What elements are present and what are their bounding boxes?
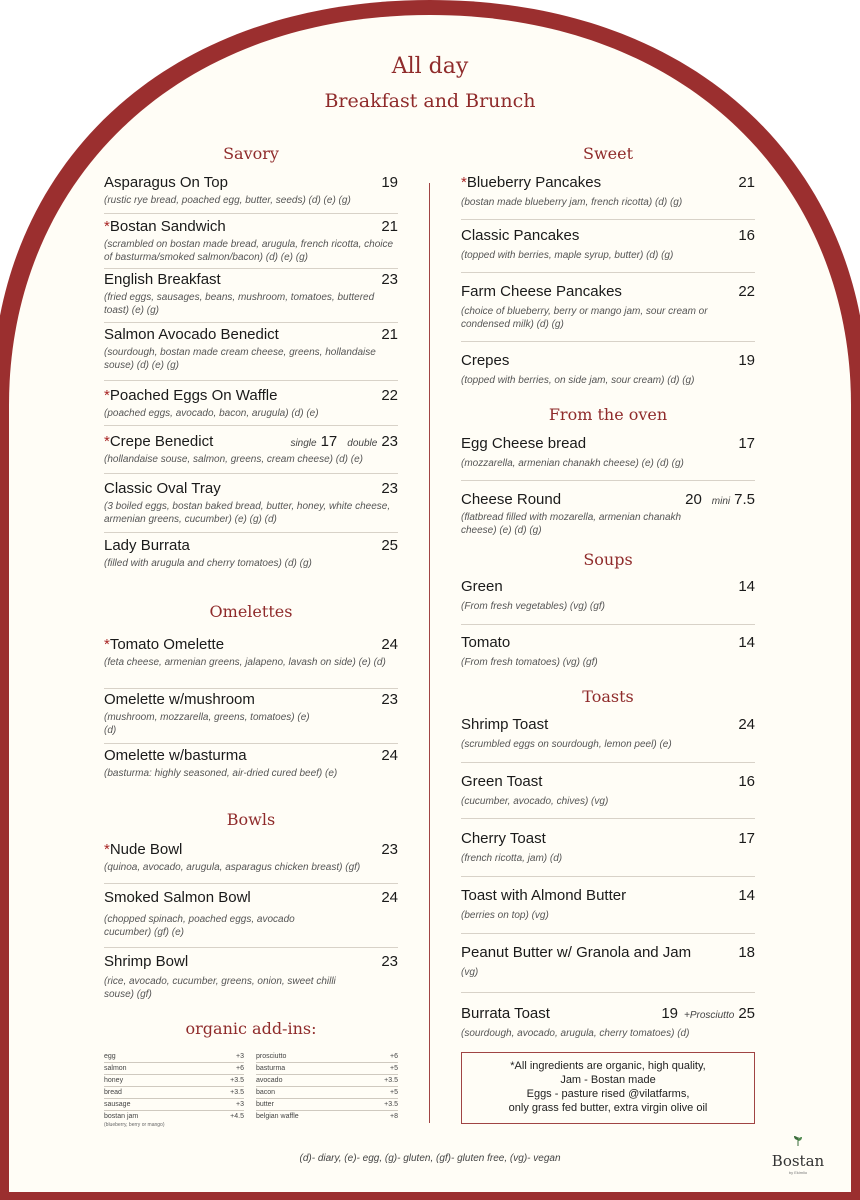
item-description: (feta cheese, armenian greens, jalapeno, lavash on side) (e) (d) bbox=[104, 657, 386, 668]
menu-item bbox=[104, 174, 398, 214]
item-name: Green bbox=[461, 578, 503, 595]
item-price: 20 bbox=[685, 491, 702, 508]
menu-item bbox=[461, 887, 755, 934]
menu-item bbox=[461, 716, 755, 763]
menu-item bbox=[461, 830, 755, 877]
addin-price: +6 bbox=[236, 1065, 244, 1072]
column-divider bbox=[429, 183, 430, 1123]
item-name: Blueberry Pancakes bbox=[466, 174, 602, 191]
menu-item bbox=[104, 953, 398, 1005]
section-title-soups: Soups bbox=[583, 550, 633, 569]
item-price: 21 bbox=[738, 174, 755, 191]
menu-item bbox=[461, 1005, 755, 1045]
extra-label-prosciutto: +Prosciutto bbox=[684, 1010, 735, 1021]
item-description: (hollandaise souse, salmon, greens, cream cheese) (d) (e) bbox=[104, 454, 364, 465]
addins-table-right bbox=[256, 1051, 398, 1122]
item-price: 21 bbox=[381, 218, 398, 235]
item-description: (scrambled on bostan made bread, arugula, french ricotta, choice of basturma/smoked salmon/bacon) (d) (e) (g) bbox=[104, 239, 394, 263]
item-price: 25 bbox=[381, 537, 398, 554]
item-name: Shrimp Toast bbox=[461, 716, 549, 733]
note-line: only grass fed butter, extra virgin olive oil bbox=[508, 1102, 708, 1114]
addin-name: sausage bbox=[104, 1101, 131, 1108]
addin-row bbox=[256, 1063, 398, 1075]
item-name: Asparagus On Top bbox=[104, 174, 228, 191]
item-description: (topped with berries, on side jam, sour cream) (d) (g) bbox=[461, 375, 695, 386]
addin-name: belgian waffle bbox=[256, 1113, 299, 1120]
item-name: Lady Burrata bbox=[104, 537, 190, 554]
menu-item bbox=[461, 174, 755, 220]
addin-name: butter bbox=[256, 1101, 274, 1108]
addin-price: +4.5 bbox=[230, 1113, 244, 1120]
item-price: 21 bbox=[381, 326, 398, 343]
addin-name: bread bbox=[104, 1089, 122, 1096]
item-description: (topped with berries, maple syrup, butter) (d) (g) bbox=[461, 250, 674, 261]
item-price: 14 bbox=[738, 578, 755, 595]
item-description: (fried eggs, sausages, beans, mushroom, tomatoes, buttered toast) (e) (g) bbox=[104, 292, 375, 316]
item-description: (flatbread filled with mozarella, armenian chanakh cheese) (e) (d) (g) bbox=[461, 512, 682, 536]
menu-item bbox=[461, 435, 755, 481]
section-title-savory: Savory bbox=[223, 144, 279, 163]
addin-price: +3.5 bbox=[384, 1101, 398, 1108]
addin-row bbox=[256, 1051, 398, 1063]
note-line: *All ingredients are organic, high quality, bbox=[510, 1060, 706, 1072]
addin-note: (blueberry, berry or mango) bbox=[104, 1122, 165, 1128]
addin-price: +6 bbox=[390, 1053, 398, 1060]
addin-row bbox=[104, 1075, 244, 1087]
menu-item bbox=[104, 889, 398, 948]
item-price: 14 bbox=[738, 634, 755, 651]
allergen-legend: (d)- diary, (e)- egg, (g)- gluten, (gf)- gluten free, (vg)- vegan bbox=[299, 1153, 561, 1164]
item-description: (rustic rye bread, poached egg, butter, seeds) (d) (e) (g) bbox=[104, 195, 351, 206]
ingredients-note-box bbox=[461, 1052, 755, 1124]
organic-star: * bbox=[461, 174, 467, 191]
addin-price: +5 bbox=[390, 1089, 398, 1096]
section-title-addins: organic add-ins: bbox=[185, 1019, 317, 1038]
item-description: (quinoa, avocado, arugula, asparagus chicken breast) (gf) bbox=[104, 862, 361, 873]
item-price: 23 bbox=[381, 691, 398, 708]
menu-item bbox=[104, 691, 398, 744]
addin-price: +3.5 bbox=[230, 1089, 244, 1096]
item-name: Cheese Round bbox=[461, 491, 562, 508]
item-price: 24 bbox=[381, 747, 398, 764]
organic-star: * bbox=[104, 387, 110, 404]
menu-item bbox=[461, 578, 755, 625]
menu-title: All day bbox=[391, 54, 469, 79]
brand-subtitle: by Ekimlio bbox=[788, 1170, 808, 1175]
addin-price: +8 bbox=[390, 1113, 398, 1120]
item-name: English Breakfast bbox=[104, 271, 221, 288]
menu-item bbox=[461, 283, 755, 342]
item-price: 23 bbox=[381, 841, 398, 858]
addin-row bbox=[104, 1051, 244, 1063]
item-name: Peanut Butter w/ Granola and Jam bbox=[461, 944, 692, 961]
item-description: (scrumbled eggs on sourdough, lemon peel) (e) bbox=[461, 739, 672, 750]
item-price: 24 bbox=[738, 716, 755, 733]
item-name: Salmon Avocado Benedict bbox=[104, 326, 279, 343]
note-line: Eggs - pasture rised @vilatfarms, bbox=[526, 1088, 690, 1100]
addin-row bbox=[104, 1111, 244, 1122]
item-description: (choice of blueberry, berry or mango jam, sour cream or condensed milk) (d) (g) bbox=[461, 306, 708, 330]
item-price-with-extra: 25 bbox=[738, 1005, 755, 1022]
item-price: 17 bbox=[738, 435, 755, 452]
addin-price: +5 bbox=[390, 1065, 398, 1072]
item-price: 23 bbox=[381, 271, 398, 288]
brand-logo bbox=[766, 1134, 830, 1175]
addin-price: +3.5 bbox=[384, 1077, 398, 1084]
item-price: 22 bbox=[381, 387, 398, 404]
item-name: Crepes bbox=[461, 352, 510, 369]
item-name: Tomato Omelette bbox=[109, 636, 225, 653]
item-name: Shrimp Bowl bbox=[104, 953, 189, 970]
addin-name: basturma bbox=[256, 1065, 286, 1072]
item-description: (basturma: highly seasoned, air-dried cured beef) (e) bbox=[104, 768, 338, 779]
menu-item bbox=[104, 636, 398, 689]
item-description: (cucumber, avocado, chives) (vg) bbox=[461, 796, 609, 807]
addin-row bbox=[256, 1099, 398, 1111]
organic-star: * bbox=[104, 218, 110, 235]
addin-name: honey bbox=[104, 1077, 124, 1084]
size-label-mini: mini bbox=[711, 496, 731, 507]
item-description: (poached eggs, avocado, bacon, arugula) (d) (e) bbox=[104, 408, 319, 419]
item-price: 19 bbox=[661, 1005, 678, 1022]
item-name: Nude Bowl bbox=[109, 841, 183, 858]
item-price: 19 bbox=[381, 174, 398, 191]
item-description: (sourdough, bostan made cream cheese, greens, hollandaise souse) (d) (e) (g) bbox=[104, 347, 376, 371]
menu-item bbox=[104, 747, 398, 797]
item-description: (mushroom, mozzarella, greens, tomatoes) (e) (d) bbox=[104, 712, 310, 736]
menu-item bbox=[104, 271, 398, 323]
menu-item bbox=[461, 773, 755, 819]
addin-row bbox=[104, 1099, 244, 1111]
organic-star: * bbox=[104, 636, 110, 653]
item-name: Smoked Salmon Bowl bbox=[104, 889, 251, 906]
organic-star: * bbox=[104, 433, 110, 450]
item-name: Bostan Sandwich bbox=[109, 218, 226, 235]
item-name: Cherry Toast bbox=[461, 830, 546, 847]
note-line: Jam - Bostan made bbox=[560, 1074, 656, 1086]
addin-name: salmon bbox=[104, 1065, 127, 1072]
leaf-icon bbox=[791, 1135, 805, 1147]
item-price: 14 bbox=[738, 887, 755, 904]
item-name: Egg Cheese bread bbox=[461, 435, 587, 452]
addin-row bbox=[256, 1111, 398, 1122]
menu-item bbox=[104, 387, 398, 426]
menu-item bbox=[461, 491, 755, 543]
item-name: Classic Pancakes bbox=[461, 227, 580, 244]
menu-item bbox=[461, 227, 755, 273]
item-description: (vg) bbox=[461, 967, 479, 978]
menu-item bbox=[104, 537, 398, 577]
addins-table-left bbox=[104, 1051, 244, 1128]
menu-item bbox=[461, 352, 755, 392]
organic-star: * bbox=[104, 841, 110, 858]
item-price: 19 bbox=[738, 352, 755, 369]
size-label-double: double bbox=[347, 438, 378, 449]
menu-item bbox=[104, 218, 398, 269]
menu-item bbox=[461, 944, 755, 993]
menu-item bbox=[461, 634, 755, 674]
addin-name: bostan jam bbox=[104, 1113, 139, 1120]
section-title-toasts: Toasts bbox=[582, 687, 634, 706]
menu-item bbox=[104, 433, 398, 474]
addin-name: bacon bbox=[256, 1089, 276, 1096]
item-name: Omelette w/basturma bbox=[104, 747, 247, 764]
menu-item bbox=[104, 480, 398, 533]
item-description: (bostan made blueberry jam, french ricotta) (d) (g) bbox=[461, 197, 683, 208]
addin-row bbox=[104, 1087, 244, 1099]
item-price: 24 bbox=[381, 636, 398, 653]
item-price: 16 bbox=[738, 227, 755, 244]
item-description: (rice, avocado, cucumber, greens, onion, sweet chilli souse) (gf) bbox=[104, 976, 336, 1000]
addin-name: egg bbox=[104, 1053, 116, 1060]
item-description: (french ricotta, jam) (d) bbox=[461, 853, 563, 864]
item-price: 18 bbox=[738, 944, 755, 961]
item-name: Omelette w/mushroom bbox=[104, 691, 255, 708]
item-description: (berries on top) (vg) bbox=[461, 910, 549, 921]
size-label-single: single bbox=[290, 438, 317, 449]
item-price: 23 bbox=[381, 953, 398, 970]
item-description: (filled with arugula and cherry tomatoes) (d) (g) bbox=[104, 558, 312, 569]
item-name: Toast with Almond Butter bbox=[461, 887, 627, 904]
addin-price: +3 bbox=[236, 1053, 244, 1060]
item-description: (From fresh vegetables) (vg) (gf) bbox=[461, 601, 605, 612]
section-title-oven: From the oven bbox=[548, 405, 668, 424]
menu-subtitle: Breakfast and Brunch bbox=[324, 90, 536, 112]
item-name: Farm Cheese Pancakes bbox=[461, 283, 622, 300]
item-name: Green Toast bbox=[461, 773, 543, 790]
item-price: 23 bbox=[381, 480, 398, 497]
item-description: (mozzarella, armenian chanakh cheese) (e) (d) (g) bbox=[461, 458, 684, 469]
item-name: Tomato bbox=[461, 634, 511, 651]
item-price: 16 bbox=[738, 773, 755, 790]
addin-price: +3 bbox=[236, 1101, 244, 1108]
addin-name: prosciutto bbox=[256, 1053, 287, 1060]
brand-name: Bostan bbox=[771, 1152, 825, 1170]
section-title-omelettes: Omelettes bbox=[209, 602, 293, 621]
item-price: 17 bbox=[738, 830, 755, 847]
item-price-single: 17 bbox=[320, 433, 338, 450]
item-name: Crepe Benedict bbox=[109, 433, 214, 450]
menu-item bbox=[104, 326, 398, 381]
item-name: Classic Oval Tray bbox=[104, 480, 221, 497]
item-name: Poached Eggs On Waffle bbox=[109, 387, 278, 404]
item-description: (From fresh tomatoes) (vg) (gf) bbox=[461, 657, 598, 668]
item-price: 24 bbox=[381, 889, 398, 906]
item-price-double: 23 bbox=[381, 433, 398, 450]
item-description: (chopped spinach, poached eggs, avocado cucumber) (gf) (e) bbox=[104, 914, 295, 938]
section-title-bowls: Bowls bbox=[226, 810, 276, 829]
item-price: 22 bbox=[738, 283, 755, 300]
addin-row bbox=[104, 1063, 244, 1075]
item-price-mini: 7.5 bbox=[734, 491, 755, 508]
item-name: Burrata Toast bbox=[461, 1005, 550, 1022]
addin-row bbox=[256, 1087, 398, 1099]
addin-price: +3.5 bbox=[230, 1077, 244, 1084]
item-description: (3 boiled eggs, bostan baked bread, butter, honey, white cheese, armenian greens, cucumber) (e) (g) (d) bbox=[104, 501, 391, 525]
item-description: (sourdough, avocado, arugula, cherry tomatoes) (d) bbox=[461, 1028, 690, 1039]
section-title-sweet: Sweet bbox=[582, 144, 634, 163]
addin-name: avocado bbox=[256, 1077, 283, 1084]
menu-item bbox=[104, 841, 398, 884]
addin-row bbox=[256, 1075, 398, 1087]
